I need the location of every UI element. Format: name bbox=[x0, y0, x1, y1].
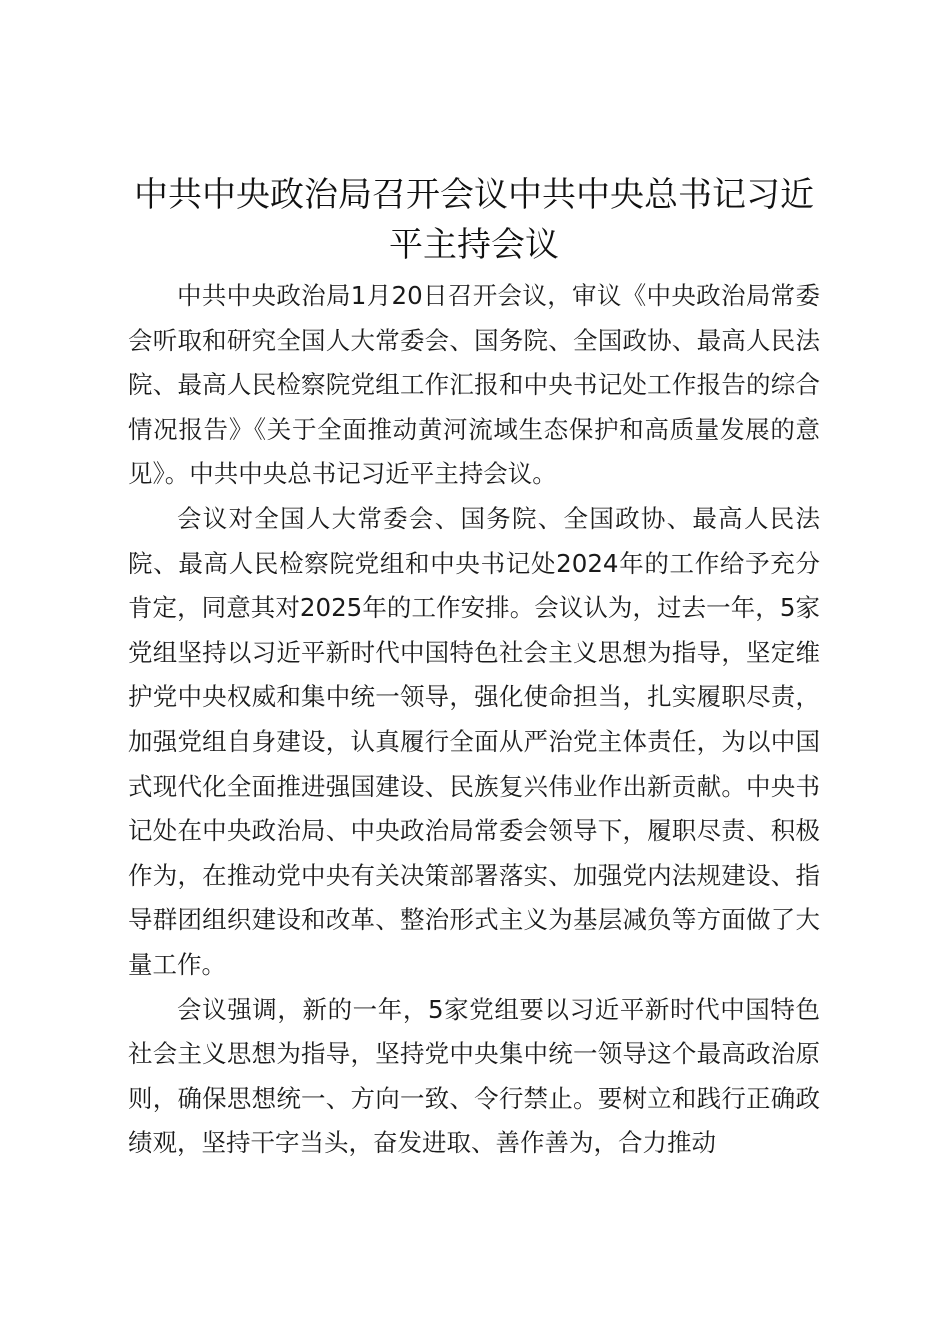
document-page bbox=[128, 170, 820, 1166]
paragraph-3: 会议强调，新的一年，5家党组要以习近平新时代中国特色社会主义思想为指导，坚持党中央集中统一领导这个最高政治原则，确保思想统一、方向一致、令行禁止。要树立和践行正确政绩观，坚持干字当头，奋发进取、善作善为，合力推动 bbox=[128, 994, 820, 1158]
paragraph-2: 会议对全国人大常委会、国务院、全国政协、最高人民法院、最高人民检察院党组和中央书记处2024年的工作给予充分肯定，同意其对2025年的工作安排。会议认为，过去一年，5家党组坚持以习近平新时代中国特色社会主义思想为指导，坚定维护党中央权威和集中统一领导，强化使命担当，扎实履职尽责，加强党组自身建设，认真履行全面从严治党主体责任，为以中国式现代化全面推进强国建设、民族复兴伟业作出新贡献。中央书记处在中央政治局、中央政治局常委会领导下，履职尽责、积极作为，在推动党中央有关决策部署落实、加强党内法规建设、指导群团组织建设和改革、整治形式主义为基层减负等方面做了大量工作。 bbox=[128, 503, 820, 979]
document-title: 中共中央政治局召开会议中共中央总书记习近平主持会议 bbox=[134, 175, 814, 265]
paragraph-1: 中共中央政治局1月20日召开会议，审议《中央政治局常委会听取和研究全国人大常委会、国务院、全国政协、最高人民法院、最高人民检察院党组工作汇报和中央书记处工作报告的综合情况报告》《关于全面推动黄河流域生态保护和高质量发展的意见》。中共中央总书记习近平主持会议。 bbox=[128, 281, 820, 489]
